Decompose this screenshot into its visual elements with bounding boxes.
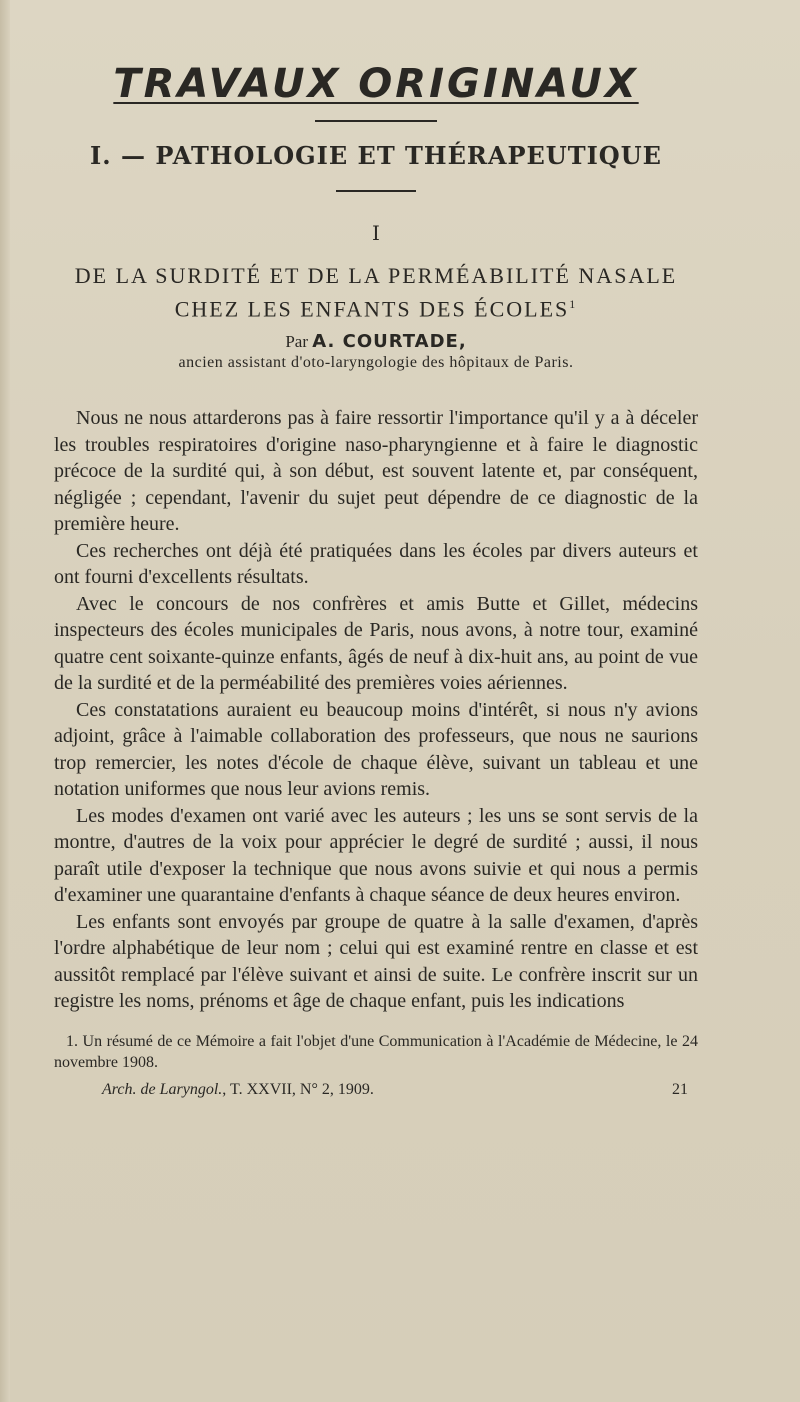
paragraph: Ces constatations auraient eu beaucoup moins d'intérêt, si nous n'y avions adjoint, grâce à l'aimable collaboration des professeurs, que nous ne saurions trop remercier, les notes d'école de chaque élève, suivant un tableau et une notation uniformes que nous leur avions remis.	[54, 698, 698, 801]
title-rule	[315, 120, 437, 122]
footnote-marker: 1	[569, 297, 578, 311]
article-content	[54, 60, 698, 1100]
section-rule	[336, 190, 416, 192]
byline-prefix: Par	[285, 332, 308, 352]
byline	[54, 331, 698, 353]
journal-citation	[102, 1079, 374, 1100]
paragraph: Les modes d'examen ont varié avec les auteurs ; les uns se sont servis de la montre, d'autres de la voix pour apprécier le degré de surdité ; aussi, il nous paraît utile d'exposer la technique que nous avons suivie et qui nous a permis d'examiner une quarantaine d'enfants à chaque séance de deux heures environ.	[54, 804, 698, 907]
paragraph: Ces recherches ont déjà été pratiquées dans les écoles par divers auteurs et ont fourni d'excellents résultats.	[54, 539, 698, 589]
page-number: 21	[672, 1080, 688, 1098]
article-number: I	[372, 221, 380, 245]
section-title: I. — PATHOLOGIE ET THÉRAPEUTIQUE	[90, 141, 662, 170]
page-footer	[54, 1079, 698, 1100]
page-edge	[0, 0, 10, 1402]
footnote	[54, 1031, 698, 1073]
author-affiliation: ancien assistant d'oto-laryngologie des hôpitaux de Paris.	[178, 354, 574, 372]
journal-name: Arch. de Laryngol.	[102, 1080, 223, 1098]
paragraph: Les enfants sont envoyés par groupe de quatre à la salle d'examen, d'après l'ordre alphabétique de leur nom ; celui qui est examiné rentre en classe et est aussitôt remplacé par l'élève suivant et ainsi de suite. Le confrère inscrit sur un registre les noms, prénoms et âge de chaque enfant, puis les indications	[54, 910, 698, 1013]
article-title	[54, 262, 698, 323]
body-text	[54, 405, 698, 1015]
journal-volume: , T. XXVII, N° 2, 1909.	[222, 1080, 374, 1098]
paragraph: Avec le concours de nos confrères et amis Butte et Gillet, médecins inspecteurs des écoles municipales de Paris, nous avons, à notre tour, examiné quatre cent soixante-quinze enfants, âgés de neuf à dix-huit ans, au point de vue de la surdité et de la perméabilité des premières voies aériennes.	[54, 592, 698, 695]
main-title: TRAVAUX ORIGINAUX	[113, 61, 639, 107]
article-title-line1: DE LA SURDITÉ ET DE LA PERMÉABILITÉ NASALE	[74, 263, 678, 288]
footnote-text: 1. Un résumé de ce Mémoire a fait l'objet d'une Communication à l'Académie de Médecine, le 24 novembre 1908.	[54, 1032, 698, 1071]
article-title-line2: CHEZ LES ENFANTS DES ÉCOLES	[174, 296, 570, 322]
paragraph: Nous ne nous attarderons pas à faire ressortir l'importance qu'il y a à déceler les troubles respiratoires d'origine naso-pharyngienne et à faire le diagnostic précoce de la surdité qui, à son début, est souvent latente et, par conséquent, négligée ; cependant, l'avenir du sujet peut dépendre de ce diagnostic de la première heure.	[54, 407, 698, 536]
author-name: A. COURTADE,	[312, 331, 467, 353]
